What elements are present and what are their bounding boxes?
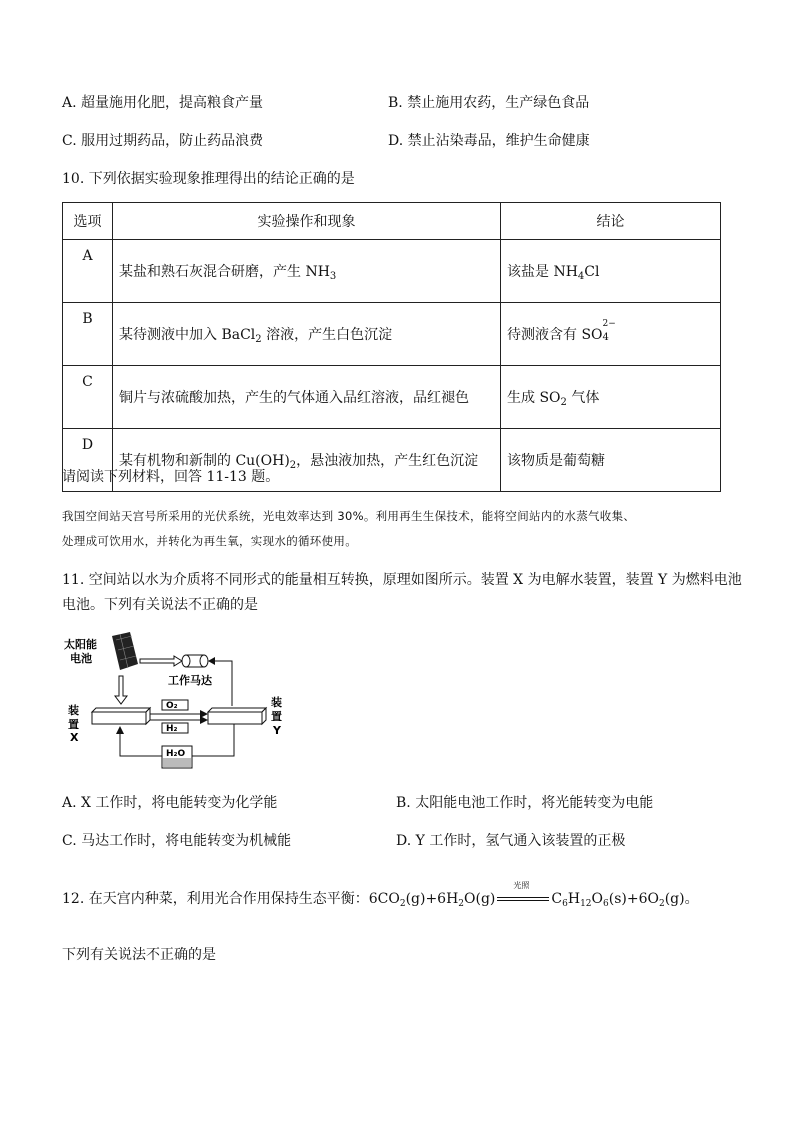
q12-followup: 下列有关说法不正确的是	[62, 947, 216, 963]
q11-option-c: C. 马达工作时，将电能转变为机械能	[62, 833, 292, 849]
q9-option-d: D. 禁止沾染毒品，维护生命健康	[388, 133, 590, 149]
material-line-1: 我国空间站天宫号所采用的光伏系统，光电效率达到 30%。利用再生生保技术，能将空间站内的水蒸气收集、	[62, 509, 636, 523]
motor-label: 工作马达	[168, 674, 212, 687]
device-x-label-2: 置	[68, 718, 79, 731]
row-option: C	[63, 366, 113, 429]
row-conclusion: 生成 $SO_2$ 气体	[501, 366, 721, 429]
table-header-row	[63, 203, 721, 240]
device-x-label-1: 装	[68, 704, 79, 717]
q11-option-d: D. Y 工作时，氢气通入该装置的正极	[396, 833, 626, 849]
row-conclusion: 待测液含有 SO 2− 4	[501, 303, 721, 366]
material-line-2: 处理成可饮用水，并转化为再生氧，实现水的循环使用。	[62, 534, 357, 548]
solar-to-motor-arrow	[140, 656, 182, 666]
q11-stem-line-1: 11. 空间站以水为介质将不同形式的能量相互转换，原理如图所示。装置 X 为电解水装置，装置 Y 为燃料电池	[62, 572, 742, 588]
photosynthesis-equation: $6CO_2(g)+6H_2O(g)$ 光照 $C_6H_{12}O_6(s)+6O_2(g)$。	[368, 881, 699, 909]
device-y-label-3: Y	[273, 724, 281, 737]
row-operation: 某有机物和新制的 $Cu(OH)_2$，悬浊液加热，产生红色沉淀	[113, 429, 501, 492]
h2-label: H₂	[166, 724, 178, 734]
solar-panel-icon	[112, 632, 138, 670]
h2o-label: H₂O	[166, 749, 186, 759]
device-x-label-3: X	[70, 731, 79, 744]
energy-conversion-diagram	[62, 628, 302, 776]
table-row	[63, 366, 721, 429]
table-row	[63, 303, 721, 366]
gas-pipes	[150, 700, 208, 734]
q9-option-c: C. 服用过期药品，防止药品浪费	[62, 133, 264, 149]
table-row	[63, 240, 721, 303]
row-operation: 某盐和熟石灰混合研磨，产生 $NH_3$	[113, 240, 501, 303]
row-operation: 某待测液中加入 BaCl$_2$ 溶液，产生白色沉淀	[113, 303, 501, 366]
header-operation: 实验操作和现象	[113, 203, 501, 240]
row-option: A	[63, 240, 113, 303]
q9-option-a: A. 超量施用化肥，提高粮食产量	[62, 95, 264, 111]
o2-label: O₂	[166, 701, 178, 711]
q10-stem: 10. 下列依据实验现象推理得出的结论正确的是	[62, 171, 355, 187]
device-y-label-2: 置	[271, 710, 282, 723]
solar-to-x-arrow	[115, 676, 127, 704]
header-option: 选项	[63, 203, 113, 240]
row-conclusion: 该物质是葡萄糖	[501, 429, 721, 492]
motor-icon	[182, 655, 208, 667]
q11-option-b: B. 太阳能电池工作时，将光能转变为电能	[396, 795, 654, 811]
device-y-block	[208, 708, 266, 724]
material-intro: 请阅读下列材料，回答 11-13 题。	[62, 469, 280, 485]
row-option: B	[63, 303, 113, 366]
header-conclusion: 结论	[501, 203, 721, 240]
solar-label-1: 太阳能	[64, 638, 97, 651]
q11-stem-line-2: 电池。下列有关说法不正确的是	[62, 597, 258, 613]
row-conclusion: 该盐是 $NH_4Cl$	[501, 240, 721, 303]
device-x-block	[92, 708, 150, 724]
row-operation: 铜片与浓硫酸加热，产生的气体通入品红溶液，品红褪色	[113, 366, 501, 429]
row-option: D	[63, 429, 113, 492]
q10-table	[62, 202, 721, 492]
q9-option-b: B. 禁止施用农药，生产绿色食品	[388, 95, 590, 111]
solar-label-2: 电池	[70, 652, 92, 665]
device-y-label-1: 装	[271, 696, 282, 709]
q12-stem: 12. 在天宫内种菜，利用光合作用保持生态平衡：$6CO_2(g)+6H_2O(g)$ 光照 $C_6H_{12}O_6(s)+6O_2(g)$。	[62, 881, 699, 909]
q11-option-a: A. X 工作时，将电能转变为化学能	[62, 795, 278, 811]
